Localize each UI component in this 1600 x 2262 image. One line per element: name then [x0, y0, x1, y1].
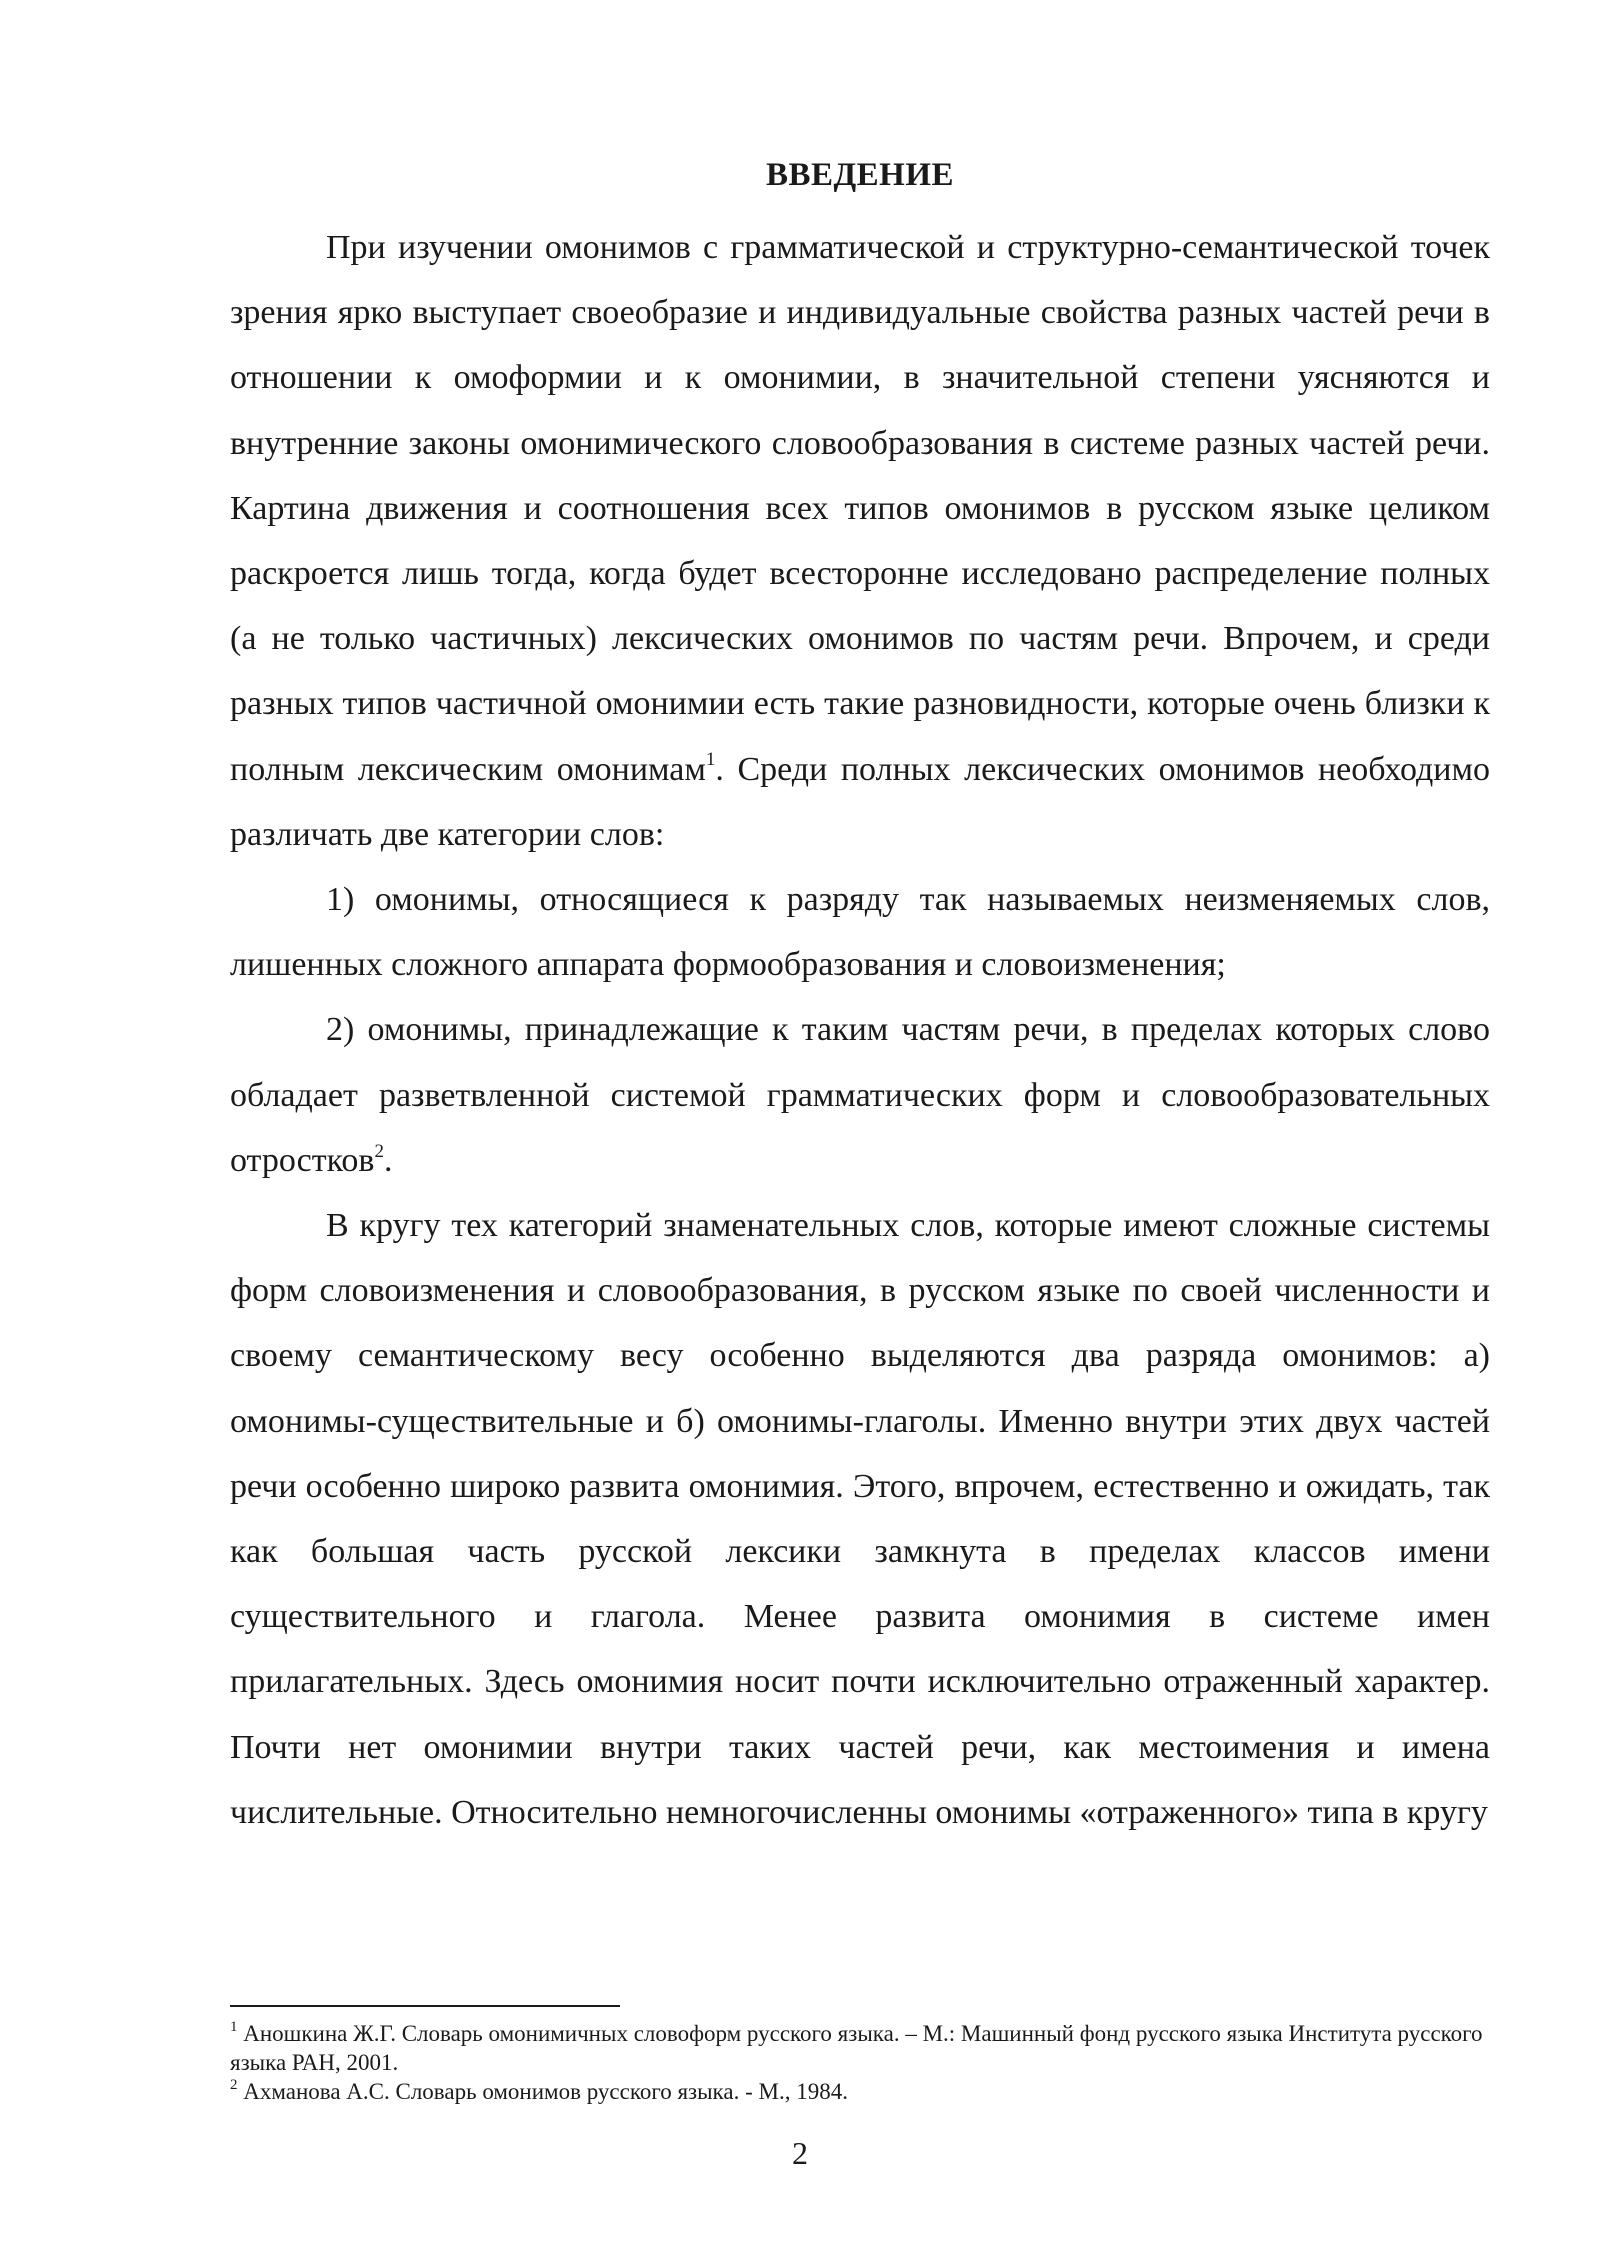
page-number: 2 [792, 2135, 808, 2171]
paragraph-intro [230, 215, 1490, 867]
document-body [230, 150, 1490, 1845]
footnote-text: Аношкина Ж.Г. Словарь омонимичных словоформ русского языка. – М.: Машинный фонд русского языка Института русского языка РАН, 2001. [230, 2021, 1483, 2075]
footnote-mark-1: 1 [230, 2019, 238, 2036]
paragraph-text: 1) омонимы, относящиеся к разряду так называемых неизменяемых слов, лишенных сложного аппарата формообразования и словоизменения; [230, 881, 1490, 984]
paragraph-text-continued: . [383, 1141, 393, 1179]
paragraph-text-continued: . Среди полных лексических омонимов необходимо различать две категории слов: [230, 750, 1491, 853]
paragraph-text: 2) омонимы, принадлежащие к таким частям речи, в пределах которых слово обладает разветвленной системой грамматических форм и словообразовательных отростков [230, 1011, 1490, 1179]
paragraph-text: В кругу тех категорий знаменательных слов, которые имеют сложные системы форм словоизменения и словообразования, в русском языке по своей численности и своему семантическому весу особенно выделяются два разряда омонимов: а) омонимы-существительные и б) омонимы-глаголы. Именно внутри этих двух частей речи особенно широко развита омонимия. Этого, впрочем, естественно и ожидать, так как большая часть русской лексики замкнута в пределах классов имени существительного и глагола. Менее развита омонимия в системе имен прилагательных. Здесь омонимия носит почти исключительно отраженный характер. Почти нет омонимии внутри таких частей речи, как местоимения и имена числительные. Относительно немногочисленны омонимы «отраженного» типа в кругу [230, 1207, 1490, 1831]
paragraph-list-item-2 [230, 997, 1490, 1193]
footnotes-section [230, 2005, 1490, 2106]
paragraph-main [230, 1193, 1490, 1845]
footnote-ref-1[interactable]: 1 [705, 749, 716, 771]
footnote-ref-2[interactable]: 2 [374, 1140, 384, 1162]
footnote-mark-2: 2 [230, 2077, 238, 2094]
paragraph-text: При изучении омонимов с грамматической и структурно-семантической точек зрения ярко выступает своеобразие и индивидуальные свойства разных частей речи в отношении к омоформии и к омонимии, в значительной степени уясняются и внутренние законы омонимического словообразования в системе разных частей речи. Картина движения и соотношения всех типов омонимов в русском языке целиком раскроется лишь тогда, когда будет всесторонне исследовано распределение полных (а не только частичных) лексических омонимов по частям речи. Впрочем, и среди разных типов частичной омонимии есть такие разновидности, которые очень близки к полным лексическим омонимам [230, 229, 1490, 788]
paragraph-list-item-1 [230, 867, 1490, 997]
footnote-1 [230, 2019, 1490, 2077]
page-title: ВВЕДЕНИЕ [765, 157, 955, 193]
footnote-2 [230, 2077, 1490, 2106]
footnote-separator [230, 2005, 620, 2007]
footnote-text: Ахманова А.С. Словарь омонимов русского языка. - М., 1984. [237, 2079, 848, 2104]
